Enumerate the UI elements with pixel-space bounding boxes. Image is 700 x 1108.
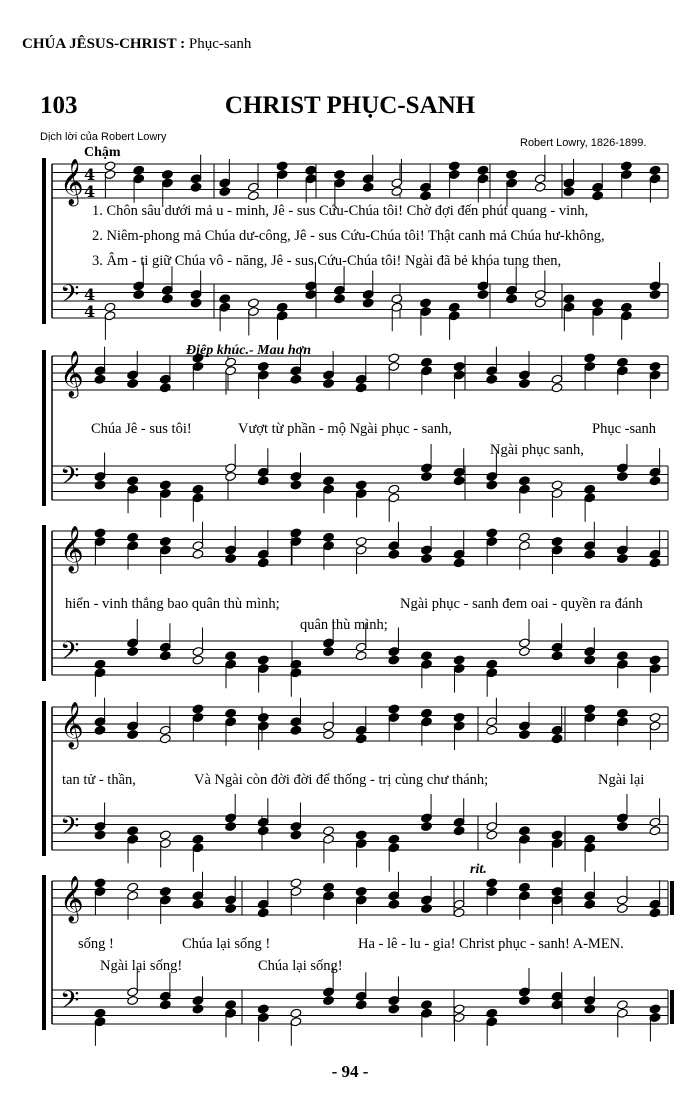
notehead bbox=[584, 353, 596, 363]
notehead bbox=[290, 878, 302, 888]
bass-clef-icon: 𝄢 bbox=[60, 812, 80, 847]
notehead bbox=[127, 476, 139, 486]
hymn-title: CHRIST PHỤC-SANH bbox=[224, 92, 476, 119]
notehead bbox=[388, 655, 400, 665]
notehead bbox=[551, 651, 563, 661]
notehead bbox=[257, 1004, 269, 1014]
notehead bbox=[477, 165, 489, 175]
notehead bbox=[592, 191, 604, 201]
header-title-rest: Phục-sanh bbox=[185, 36, 252, 52]
notehead bbox=[486, 725, 498, 735]
notehead bbox=[355, 383, 367, 393]
notehead bbox=[159, 536, 171, 546]
notehead bbox=[616, 471, 628, 481]
notehead bbox=[104, 161, 116, 171]
notehead bbox=[161, 294, 173, 304]
page-number: - 94 - bbox=[331, 1062, 369, 1081]
bass-clef-icon: 𝄢 bbox=[60, 280, 80, 315]
notehead bbox=[534, 182, 546, 192]
notehead bbox=[448, 161, 460, 171]
s5-lyric-a: sống ! bbox=[78, 936, 114, 952]
notehead bbox=[94, 480, 106, 490]
notehead bbox=[190, 182, 202, 192]
notehead bbox=[257, 558, 269, 568]
notehead bbox=[616, 903, 628, 913]
notehead bbox=[453, 361, 465, 371]
notehead bbox=[355, 1000, 367, 1010]
notehead bbox=[225, 553, 237, 563]
notehead bbox=[649, 361, 661, 371]
s3-lyric-bass: quân thù mình; bbox=[300, 617, 388, 633]
notehead bbox=[257, 712, 269, 722]
notehead bbox=[649, 289, 661, 299]
notehead bbox=[563, 186, 575, 196]
notehead bbox=[421, 1000, 433, 1010]
notehead bbox=[225, 651, 237, 661]
notehead bbox=[159, 886, 171, 896]
notehead bbox=[355, 830, 367, 840]
notehead bbox=[247, 191, 259, 201]
notehead bbox=[192, 1004, 204, 1014]
notehead bbox=[219, 294, 231, 304]
notehead bbox=[257, 655, 269, 665]
treble-clef-icon: 𝄞 bbox=[60, 702, 84, 748]
notehead bbox=[323, 995, 335, 1005]
notehead bbox=[448, 302, 460, 312]
notehead bbox=[649, 826, 661, 836]
notehead bbox=[616, 1000, 628, 1010]
notehead bbox=[355, 886, 367, 896]
notehead bbox=[518, 826, 530, 836]
s4-lyric-b: Và Ngài còn đời đời để thống - trị cùng chư thánh; bbox=[194, 772, 489, 788]
notehead bbox=[453, 908, 465, 918]
treble-clef-icon: 𝄞 bbox=[60, 351, 84, 397]
composer-credit: Robert Lowry, 1826-1899. bbox=[520, 137, 647, 149]
s3-lyric-b: Ngài phục - sanh đem oai - quyền ra đánh bbox=[400, 596, 643, 612]
notehead bbox=[518, 882, 530, 892]
notehead bbox=[551, 886, 563, 896]
notehead bbox=[225, 903, 237, 913]
notehead bbox=[551, 383, 563, 393]
notehead bbox=[388, 899, 400, 909]
notehead bbox=[290, 480, 302, 490]
notehead bbox=[290, 374, 302, 384]
s2-lyric-bass: Ngài phục sanh, bbox=[490, 442, 584, 458]
notehead bbox=[290, 725, 302, 735]
notehead bbox=[453, 655, 465, 665]
notehead bbox=[486, 659, 498, 669]
notehead bbox=[192, 834, 204, 844]
notehead bbox=[551, 1000, 563, 1010]
notehead bbox=[584, 899, 596, 909]
hymn-number: 103 bbox=[40, 92, 78, 119]
notehead bbox=[486, 1008, 498, 1018]
treble-clef-icon: 𝄞 bbox=[60, 526, 84, 572]
notehead bbox=[453, 712, 465, 722]
notehead bbox=[225, 821, 237, 831]
notehead bbox=[518, 476, 530, 486]
notehead bbox=[94, 528, 106, 538]
notehead bbox=[362, 182, 374, 192]
notehead bbox=[305, 165, 317, 175]
notehead bbox=[518, 995, 530, 1005]
notehead bbox=[127, 995, 139, 1005]
time-signature-top: 4 bbox=[84, 165, 96, 184]
notehead bbox=[388, 704, 400, 714]
notehead bbox=[649, 1004, 661, 1014]
bass-clef-icon: 𝄢 bbox=[60, 637, 80, 672]
notehead bbox=[159, 651, 171, 661]
notehead bbox=[323, 378, 335, 388]
notehead bbox=[518, 646, 530, 656]
notehead bbox=[323, 476, 335, 486]
notehead bbox=[192, 704, 204, 714]
notehead bbox=[584, 484, 596, 494]
notehead bbox=[323, 882, 335, 892]
notehead bbox=[486, 878, 498, 888]
notehead bbox=[649, 165, 661, 175]
bass-clef-icon: 𝄢 bbox=[60, 462, 80, 497]
notehead bbox=[94, 1008, 106, 1018]
notehead bbox=[620, 302, 632, 312]
s2-lyric-b: Vượt từ phần - mộ Ngài phục - sanh, bbox=[238, 421, 452, 437]
notehead bbox=[420, 298, 432, 308]
notehead bbox=[421, 553, 433, 563]
bass-clef-icon: 𝄢 bbox=[60, 986, 80, 1021]
notehead bbox=[257, 826, 269, 836]
notehead bbox=[616, 357, 628, 367]
translator-credit: Dịch lời của Robert Lowry bbox=[40, 131, 167, 143]
notehead bbox=[388, 834, 400, 844]
notehead bbox=[161, 169, 173, 179]
notehead bbox=[192, 484, 204, 494]
notehead bbox=[219, 186, 231, 196]
notehead bbox=[127, 378, 139, 388]
notehead bbox=[649, 476, 661, 486]
notehead bbox=[477, 289, 489, 299]
notehead bbox=[486, 374, 498, 384]
notehead bbox=[127, 882, 139, 892]
verse-3: 3. Âm - ti giữ Chúa vô - năng, Jê - sus Cứu-Chúa tôi! Ngài đã bẻ khóa tung then, bbox=[92, 253, 562, 269]
notehead bbox=[192, 899, 204, 909]
notehead bbox=[388, 549, 400, 559]
notehead bbox=[592, 298, 604, 308]
notehead bbox=[94, 725, 106, 735]
notehead bbox=[518, 378, 530, 388]
notehead bbox=[453, 476, 465, 486]
notehead bbox=[584, 655, 596, 665]
notehead bbox=[104, 302, 116, 312]
notehead bbox=[305, 289, 317, 299]
notehead bbox=[551, 734, 563, 744]
notehead bbox=[649, 712, 661, 722]
notehead bbox=[421, 471, 433, 481]
notehead bbox=[257, 908, 269, 918]
notehead bbox=[290, 830, 302, 840]
notehead bbox=[323, 826, 335, 836]
time-signature-bottom: 4 bbox=[84, 302, 96, 321]
notehead bbox=[616, 708, 628, 718]
notehead bbox=[276, 302, 288, 312]
notehead bbox=[421, 708, 433, 718]
s5-lyric-c: Ha - lê - lu - gia! Christ phục - sanh! A-MEN. bbox=[358, 936, 624, 952]
treble-clef-icon: 𝄞 bbox=[60, 876, 84, 922]
notehead bbox=[649, 655, 661, 665]
notehead bbox=[127, 826, 139, 836]
verse-2: 2. Niêm-phong mả Chúa dư-công, Jê - sus Cứu-Chúa tôi! Thật canh mả Chúa hư-không, bbox=[92, 228, 605, 244]
notehead bbox=[518, 532, 530, 542]
notehead bbox=[584, 549, 596, 559]
notehead bbox=[420, 191, 432, 201]
notehead bbox=[323, 646, 335, 656]
s5-lyric-b: Chúa lại sống ! bbox=[182, 936, 271, 952]
s4-lyric-a: tan tử - thần, bbox=[62, 772, 136, 788]
notehead bbox=[225, 471, 237, 481]
notehead bbox=[94, 374, 106, 384]
notehead bbox=[127, 729, 139, 739]
time-signature-bottom: 4 bbox=[84, 182, 96, 201]
notehead bbox=[388, 353, 400, 363]
notehead bbox=[616, 651, 628, 661]
notehead bbox=[486, 528, 498, 538]
notehead bbox=[518, 729, 530, 739]
notehead bbox=[247, 298, 259, 308]
notehead bbox=[355, 480, 367, 490]
notehead bbox=[616, 821, 628, 831]
notehead bbox=[388, 1004, 400, 1014]
time-signature-top: 4 bbox=[84, 285, 96, 304]
notehead bbox=[616, 553, 628, 563]
notehead bbox=[506, 169, 518, 179]
notehead bbox=[257, 476, 269, 486]
notehead bbox=[421, 903, 433, 913]
notehead bbox=[551, 830, 563, 840]
notehead bbox=[421, 357, 433, 367]
rit-marking: rit. bbox=[470, 862, 487, 877]
notehead bbox=[334, 169, 346, 179]
notehead bbox=[551, 480, 563, 490]
notehead bbox=[192, 655, 204, 665]
notehead bbox=[453, 558, 465, 568]
notehead bbox=[133, 289, 145, 299]
notehead bbox=[391, 186, 403, 196]
notehead bbox=[534, 298, 546, 308]
chorus-marking: Điệp khúc.- Mau hơn bbox=[186, 343, 311, 358]
notehead bbox=[620, 161, 632, 171]
notehead bbox=[584, 834, 596, 844]
s5-lyric-bass-b: Chúa lại sống! bbox=[258, 958, 343, 974]
s3-lyric-a: hiển - vinh thắng bao quân thù mình; bbox=[65, 596, 280, 612]
notehead bbox=[323, 532, 335, 542]
tempo-marking: Chậm bbox=[84, 145, 121, 160]
notehead bbox=[421, 651, 433, 661]
s5-lyric-bass-a: Ngài lại sống! bbox=[100, 958, 183, 974]
verse-1: 1. Chôn sâu dưới mả u - minh, Jê - sus Cứu-Chúa tôi! Chờ đợi đến phút quang - vinh, bbox=[92, 203, 589, 219]
treble-clef-icon: 𝄞 bbox=[60, 159, 84, 205]
notehead bbox=[453, 826, 465, 836]
notehead bbox=[355, 536, 367, 546]
notehead bbox=[159, 734, 171, 744]
s2-lyric-a: Chúa Jê - sus tôi! bbox=[91, 421, 192, 437]
notehead bbox=[334, 294, 346, 304]
notehead bbox=[290, 1008, 302, 1018]
notehead bbox=[127, 532, 139, 542]
notehead bbox=[276, 161, 288, 171]
notehead bbox=[391, 294, 403, 304]
notehead bbox=[388, 484, 400, 494]
notehead bbox=[506, 294, 518, 304]
notehead bbox=[649, 908, 661, 918]
notehead bbox=[192, 549, 204, 559]
notehead bbox=[94, 878, 106, 888]
notehead bbox=[584, 704, 596, 714]
notehead bbox=[94, 830, 106, 840]
notehead bbox=[421, 821, 433, 831]
notehead bbox=[453, 1004, 465, 1014]
notehead bbox=[94, 659, 106, 669]
notehead bbox=[159, 830, 171, 840]
notehead bbox=[133, 165, 145, 175]
notehead bbox=[323, 729, 335, 739]
notehead bbox=[190, 298, 202, 308]
notehead bbox=[159, 383, 171, 393]
notehead bbox=[355, 651, 367, 661]
notehead bbox=[486, 830, 498, 840]
notehead bbox=[257, 361, 269, 371]
notehead bbox=[584, 1004, 596, 1014]
notehead bbox=[551, 536, 563, 546]
s4-lyric-c: Ngài lại bbox=[598, 772, 645, 788]
notehead bbox=[159, 480, 171, 490]
header-title-bold: CHÚA JÊSUS-CHRIST : bbox=[22, 36, 186, 52]
notehead bbox=[486, 480, 498, 490]
notehead bbox=[649, 558, 661, 568]
s2-lyric-c: Phục -sanh bbox=[592, 421, 657, 437]
notehead bbox=[563, 294, 575, 304]
notehead bbox=[225, 1000, 237, 1010]
notehead bbox=[355, 734, 367, 744]
notehead bbox=[362, 298, 374, 308]
notehead bbox=[127, 646, 139, 656]
notehead bbox=[225, 708, 237, 718]
notehead bbox=[159, 1000, 171, 1010]
